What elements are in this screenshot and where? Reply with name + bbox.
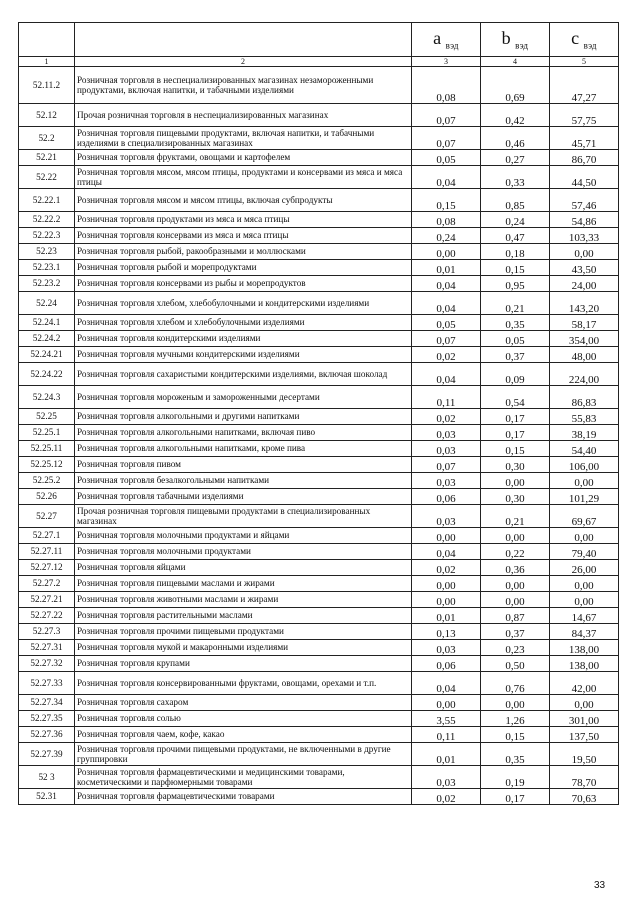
- row-c-value: 48,00: [550, 347, 619, 363]
- row-a-value: 0,03: [412, 425, 481, 441]
- row-code-cell: 52 3: [19, 766, 75, 789]
- table-row: [19, 624, 619, 640]
- table-row: [19, 505, 619, 528]
- table-header-row: [19, 23, 619, 57]
- row-b-value: 0,30: [481, 489, 550, 505]
- row-a-value: 0,24: [412, 228, 481, 244]
- row-a-value: 0,05: [412, 315, 481, 331]
- table-row: [19, 656, 619, 672]
- table-row: [19, 592, 619, 608]
- row-code-cell: 52.25.2: [19, 473, 75, 489]
- row-b-value: 0,76: [481, 672, 550, 695]
- row-name-cell: Розничная торговля безалкогольными напитками: [75, 473, 412, 489]
- row-b-value: 0,09: [481, 363, 550, 386]
- row-a-value: 0,04: [412, 166, 481, 189]
- row-b-value: 0,17: [481, 425, 550, 441]
- row-b-value: 0,37: [481, 624, 550, 640]
- row-code-cell: 52.25.1: [19, 425, 75, 441]
- row-name-cell: Розничная торговля прочими пищевыми продуктами: [75, 624, 412, 640]
- row-b-value: 0,69: [481, 67, 550, 104]
- row-c-value: 106,00: [550, 457, 619, 473]
- row-a-value: 0,11: [412, 386, 481, 409]
- row-code-cell: 52.27: [19, 505, 75, 528]
- row-b-value: 0,15: [481, 727, 550, 743]
- row-code-cell: 52.27.32: [19, 656, 75, 672]
- row-code-cell: 52.12: [19, 104, 75, 127]
- row-b-value: 0,22: [481, 544, 550, 560]
- row-name-cell: Розничная торговля фармацевтическими и медицинскими товарами, косметическими и парфюмерными товарами: [75, 766, 412, 789]
- row-a-value: 0,04: [412, 276, 481, 292]
- row-code-cell: 52.27.21: [19, 592, 75, 608]
- row-b-value: 0,54: [481, 386, 550, 409]
- page-number: 33: [594, 880, 606, 891]
- row-name-cell: Розничная торговля мясом, мясом птицы, продуктами и консервами из мяса и мяса птицы: [75, 166, 412, 189]
- row-name-cell: Розничная торговля пивом: [75, 457, 412, 473]
- row-a-value: 0,01: [412, 743, 481, 766]
- table-row: [19, 166, 619, 189]
- row-code-cell: 52.22.3: [19, 228, 75, 244]
- row-name-cell: Розничная торговля пищевыми маслами и жирами: [75, 576, 412, 592]
- row-code-cell: 52.27.34: [19, 695, 75, 711]
- row-b-value: 0,17: [481, 409, 550, 425]
- row-b-value: 0,47: [481, 228, 550, 244]
- row-c-value: 0,00: [550, 576, 619, 592]
- row-c-value: 57,75: [550, 104, 619, 127]
- row-c-value: 42,00: [550, 672, 619, 695]
- row-c-value: 103,33: [550, 228, 619, 244]
- row-a-value: 0,04: [412, 292, 481, 315]
- row-name-cell: Розничная торговля молочными продуктами: [75, 544, 412, 560]
- header-code-cell: [19, 23, 75, 57]
- row-code-cell: 52.25.11: [19, 441, 75, 457]
- table-row: [19, 386, 619, 409]
- table-row: [19, 672, 619, 695]
- header-a-letter: a: [433, 28, 442, 49]
- row-c-value: 43,50: [550, 260, 619, 276]
- row-a-value: 0,07: [412, 457, 481, 473]
- row-code-cell: 52.25.12: [19, 457, 75, 473]
- row-c-value: 69,67: [550, 505, 619, 528]
- row-b-value: 0,05: [481, 331, 550, 347]
- table-row: [19, 544, 619, 560]
- column-number: 3: [412, 57, 481, 67]
- table-row: [19, 425, 619, 441]
- row-name-cell: Розничная торговля фармацевтическими товарами: [75, 789, 412, 805]
- table-row: [19, 67, 619, 104]
- row-a-value: 0,00: [412, 695, 481, 711]
- row-c-value: 54,40: [550, 441, 619, 457]
- row-b-value: 1,26: [481, 711, 550, 727]
- row-b-value: 0,42: [481, 104, 550, 127]
- row-a-value: 0,01: [412, 608, 481, 624]
- table-row: [19, 315, 619, 331]
- row-c-value: 143,20: [550, 292, 619, 315]
- table-row: [19, 441, 619, 457]
- row-b-value: 0,85: [481, 189, 550, 212]
- table-body: [19, 67, 619, 805]
- row-c-value: 78,70: [550, 766, 619, 789]
- row-code-cell: 52.27.12: [19, 560, 75, 576]
- row-name-cell: Розничная торговля рыбой и морепродуктами: [75, 260, 412, 276]
- row-code-cell: 52.22: [19, 166, 75, 189]
- document-page: [18, 22, 618, 805]
- row-c-value: 137,50: [550, 727, 619, 743]
- row-code-cell: 52.24.2: [19, 331, 75, 347]
- row-code-cell: 52.11.2: [19, 67, 75, 104]
- coefficients-table: [18, 22, 619, 805]
- row-a-value: 0,06: [412, 656, 481, 672]
- row-code-cell: 52.31: [19, 789, 75, 805]
- table-row: [19, 292, 619, 315]
- table-row: [19, 276, 619, 292]
- row-b-value: 0,00: [481, 576, 550, 592]
- row-b-value: 0,87: [481, 608, 550, 624]
- row-name-cell: Розничная торговля животными маслами и жирами: [75, 592, 412, 608]
- row-name-cell: Розничная торговля табачными изделиями: [75, 489, 412, 505]
- row-c-value: 138,00: [550, 656, 619, 672]
- header-b-subscript: вэд: [515, 40, 529, 51]
- row-a-value: 0,03: [412, 441, 481, 457]
- header-c-subscript: вэд: [583, 40, 597, 51]
- row-name-cell: Розничная торговля консервами из мяса и мяса птицы: [75, 228, 412, 244]
- row-b-value: 0,21: [481, 292, 550, 315]
- row-a-value: 0,03: [412, 640, 481, 656]
- row-c-value: 138,00: [550, 640, 619, 656]
- row-c-value: 86,83: [550, 386, 619, 409]
- row-c-value: 45,71: [550, 127, 619, 150]
- row-code-cell: 52.23: [19, 244, 75, 260]
- row-b-value: 0,24: [481, 212, 550, 228]
- row-c-value: 14,67: [550, 608, 619, 624]
- row-code-cell: 52.27.31: [19, 640, 75, 656]
- row-a-value: 0,08: [412, 212, 481, 228]
- header-a-subscript: вэд: [445, 40, 459, 51]
- row-code-cell: 52.24.21: [19, 347, 75, 363]
- row-name-cell: Розничная торговля хлебом и хлебобулочными изделиями: [75, 315, 412, 331]
- row-a-value: 0,03: [412, 766, 481, 789]
- row-code-cell: 52.21: [19, 150, 75, 166]
- table-row: [19, 789, 619, 805]
- row-name-cell: Розничная торговля солью: [75, 711, 412, 727]
- row-c-value: 354,00: [550, 331, 619, 347]
- row-c-value: 0,00: [550, 473, 619, 489]
- row-name-cell: Розничная торговля чаем, кофе, какао: [75, 727, 412, 743]
- row-b-value: 0,37: [481, 347, 550, 363]
- row-name-cell: Прочая розничная торговля в неспециализированных магазинах: [75, 104, 412, 127]
- table-row: [19, 347, 619, 363]
- header-c-cell: [550, 23, 619, 57]
- row-a-value: 0,11: [412, 727, 481, 743]
- row-a-value: 0,07: [412, 127, 481, 150]
- table-row: [19, 608, 619, 624]
- row-c-value: 70,63: [550, 789, 619, 805]
- table-row: [19, 244, 619, 260]
- row-c-value: 101,29: [550, 489, 619, 505]
- row-name-cell: Прочая розничная торговля пищевыми продуктами в специализированных магазинах: [75, 505, 412, 528]
- row-code-cell: 52.27.2: [19, 576, 75, 592]
- header-c-letter: c: [571, 28, 580, 49]
- row-a-value: 0,02: [412, 409, 481, 425]
- row-a-value: 0,04: [412, 363, 481, 386]
- row-a-value: 0,00: [412, 528, 481, 544]
- row-b-value: 0,36: [481, 560, 550, 576]
- row-name-cell: Розничная торговля фруктами, овощами и картофелем: [75, 150, 412, 166]
- row-a-value: 0,00: [412, 576, 481, 592]
- row-a-value: 0,02: [412, 560, 481, 576]
- row-c-value: 0,00: [550, 695, 619, 711]
- row-b-value: 0,21: [481, 505, 550, 528]
- row-name-cell: Розничная торговля яйцами: [75, 560, 412, 576]
- row-name-cell: Розничная торговля в неспециализированных магазинах незамороженными продуктами, включая напитки, и табачными изделиями: [75, 67, 412, 104]
- row-c-value: 57,46: [550, 189, 619, 212]
- row-name-cell: Розничная торговля прочими пищевыми продуктами, не включенными в другие группировки: [75, 743, 412, 766]
- row-code-cell: 52.27.36: [19, 727, 75, 743]
- row-b-value: 0,15: [481, 441, 550, 457]
- header-b-cell: [481, 23, 550, 57]
- row-name-cell: Розничная торговля продуктами из мяса и мяса птицы: [75, 212, 412, 228]
- row-name-cell: Розничная торговля алкогольными напитками, кроме пива: [75, 441, 412, 457]
- row-c-value: 58,17: [550, 315, 619, 331]
- row-name-cell: Розничная торговля хлебом, хлебобулочными и кондитерскими изделиями: [75, 292, 412, 315]
- row-b-value: 0,00: [481, 528, 550, 544]
- row-b-value: 0,46: [481, 127, 550, 150]
- table-row: [19, 212, 619, 228]
- table-row: [19, 727, 619, 743]
- row-code-cell: 52.24.22: [19, 363, 75, 386]
- table-row: [19, 711, 619, 727]
- row-a-value: 0,04: [412, 672, 481, 695]
- row-code-cell: 52.24: [19, 292, 75, 315]
- row-name-cell: Розничная торговля растительными маслами: [75, 608, 412, 624]
- row-name-cell: Розничная торговля кондитерскими изделиями: [75, 331, 412, 347]
- row-code-cell: 52.22.1: [19, 189, 75, 212]
- row-a-value: 0,03: [412, 505, 481, 528]
- row-a-value: 0,15: [412, 189, 481, 212]
- row-b-value: 0,33: [481, 166, 550, 189]
- table-row: [19, 489, 619, 505]
- row-name-cell: Розничная торговля алкогольными напитками, включая пиво: [75, 425, 412, 441]
- row-c-value: 79,40: [550, 544, 619, 560]
- row-a-value: 3,55: [412, 711, 481, 727]
- row-b-value: 0,00: [481, 592, 550, 608]
- row-code-cell: 52.23.1: [19, 260, 75, 276]
- row-a-value: 0,13: [412, 624, 481, 640]
- row-b-value: 0,18: [481, 244, 550, 260]
- row-c-value: 0,00: [550, 528, 619, 544]
- table-row: [19, 743, 619, 766]
- row-name-cell: Розничная торговля сахаром: [75, 695, 412, 711]
- row-code-cell: 52.24.3: [19, 386, 75, 409]
- row-a-value: 0,05: [412, 150, 481, 166]
- table-row: [19, 695, 619, 711]
- row-a-value: 0,01: [412, 260, 481, 276]
- row-a-value: 0,08: [412, 67, 481, 104]
- table-row: [19, 473, 619, 489]
- row-code-cell: 52.23.2: [19, 276, 75, 292]
- row-b-value: 0,00: [481, 473, 550, 489]
- row-code-cell: 52.27.33: [19, 672, 75, 695]
- row-c-value: 55,83: [550, 409, 619, 425]
- header-name-cell: [75, 23, 412, 57]
- row-code-cell: 52.26: [19, 489, 75, 505]
- row-name-cell: Розничная торговля консервированными фруктами, овощами, орехами и т.п.: [75, 672, 412, 695]
- row-b-value: 0,17: [481, 789, 550, 805]
- table-row: [19, 104, 619, 127]
- row-code-cell: 52.27.35: [19, 711, 75, 727]
- row-code-cell: 52.24.1: [19, 315, 75, 331]
- table-row: [19, 528, 619, 544]
- row-name-cell: Розничная торговля мороженым и замороженными десертами: [75, 386, 412, 409]
- row-b-value: 0,35: [481, 315, 550, 331]
- row-name-cell: Розничная торговля сахаристыми кондитерскими изделиями, включая шоколад: [75, 363, 412, 386]
- table-row: [19, 228, 619, 244]
- row-a-value: 0,07: [412, 331, 481, 347]
- row-c-value: 0,00: [550, 592, 619, 608]
- column-number: 1: [19, 57, 75, 67]
- row-name-cell: Розничная торговля алкогольными и другими напитками: [75, 409, 412, 425]
- row-c-value: 224,00: [550, 363, 619, 386]
- row-b-value: 0,19: [481, 766, 550, 789]
- row-name-cell: Розничная торговля пищевыми продуктами, включая напитки, и табачными изделиями в специализированных магазинах: [75, 127, 412, 150]
- column-number: 5: [550, 57, 619, 67]
- row-name-cell: Розничная торговля мучными кондитерскими изделиями: [75, 347, 412, 363]
- table-row: [19, 560, 619, 576]
- row-c-value: 44,50: [550, 166, 619, 189]
- row-c-value: 84,37: [550, 624, 619, 640]
- table-row: [19, 260, 619, 276]
- header-a-cell: [412, 23, 481, 57]
- column-number-row: [19, 57, 619, 67]
- row-c-value: 86,70: [550, 150, 619, 166]
- row-code-cell: 52.2: [19, 127, 75, 150]
- row-b-value: 0,27: [481, 150, 550, 166]
- table-row: [19, 189, 619, 212]
- column-number: 4: [481, 57, 550, 67]
- row-c-value: 54,86: [550, 212, 619, 228]
- row-code-cell: 52.25: [19, 409, 75, 425]
- row-b-value: 0,35: [481, 743, 550, 766]
- row-b-value: 0,23: [481, 640, 550, 656]
- row-c-value: 26,00: [550, 560, 619, 576]
- row-code-cell: 52.27.22: [19, 608, 75, 624]
- table-row: [19, 766, 619, 789]
- row-b-value: 0,95: [481, 276, 550, 292]
- row-name-cell: Розничная торговля молочными продуктами и яйцами: [75, 528, 412, 544]
- row-c-value: 19,50: [550, 743, 619, 766]
- row-a-value: 0,02: [412, 347, 481, 363]
- row-c-value: 47,27: [550, 67, 619, 104]
- row-c-value: 38,19: [550, 425, 619, 441]
- row-b-value: 0,50: [481, 656, 550, 672]
- column-number: 2: [75, 57, 412, 67]
- table-row: [19, 457, 619, 473]
- row-a-value: 0,07: [412, 104, 481, 127]
- row-code-cell: 52.22.2: [19, 212, 75, 228]
- row-a-value: 0,06: [412, 489, 481, 505]
- table-row: [19, 127, 619, 150]
- row-name-cell: Розничная торговля консервами из рыбы и морепродуктов: [75, 276, 412, 292]
- row-a-value: 0,00: [412, 592, 481, 608]
- row-code-cell: 52.27.39: [19, 743, 75, 766]
- row-a-value: 0,00: [412, 244, 481, 260]
- row-a-value: 0,03: [412, 473, 481, 489]
- row-code-cell: 52.27.1: [19, 528, 75, 544]
- row-c-value: 301,00: [550, 711, 619, 727]
- table-row: [19, 640, 619, 656]
- header-b-letter: b: [501, 28, 511, 49]
- row-b-value: 0,15: [481, 260, 550, 276]
- row-b-value: 0,30: [481, 457, 550, 473]
- table-row: [19, 576, 619, 592]
- row-name-cell: Розничная торговля мукой и макаронными изделиями: [75, 640, 412, 656]
- row-c-value: 0,00: [550, 244, 619, 260]
- table-row: [19, 150, 619, 166]
- row-name-cell: Розничная торговля рыбой, ракообразными и моллюсками: [75, 244, 412, 260]
- row-name-cell: Розничная торговля мясом и мясом птицы, включая субпродукты: [75, 189, 412, 212]
- row-code-cell: 52.27.3: [19, 624, 75, 640]
- row-b-value: 0,00: [481, 695, 550, 711]
- row-c-value: 24,00: [550, 276, 619, 292]
- row-a-value: 0,04: [412, 544, 481, 560]
- row-a-value: 0,02: [412, 789, 481, 805]
- row-code-cell: 52.27.11: [19, 544, 75, 560]
- table-row: [19, 331, 619, 347]
- row-name-cell: Розничная торговля крупами: [75, 656, 412, 672]
- table-row: [19, 409, 619, 425]
- table-row: [19, 363, 619, 386]
